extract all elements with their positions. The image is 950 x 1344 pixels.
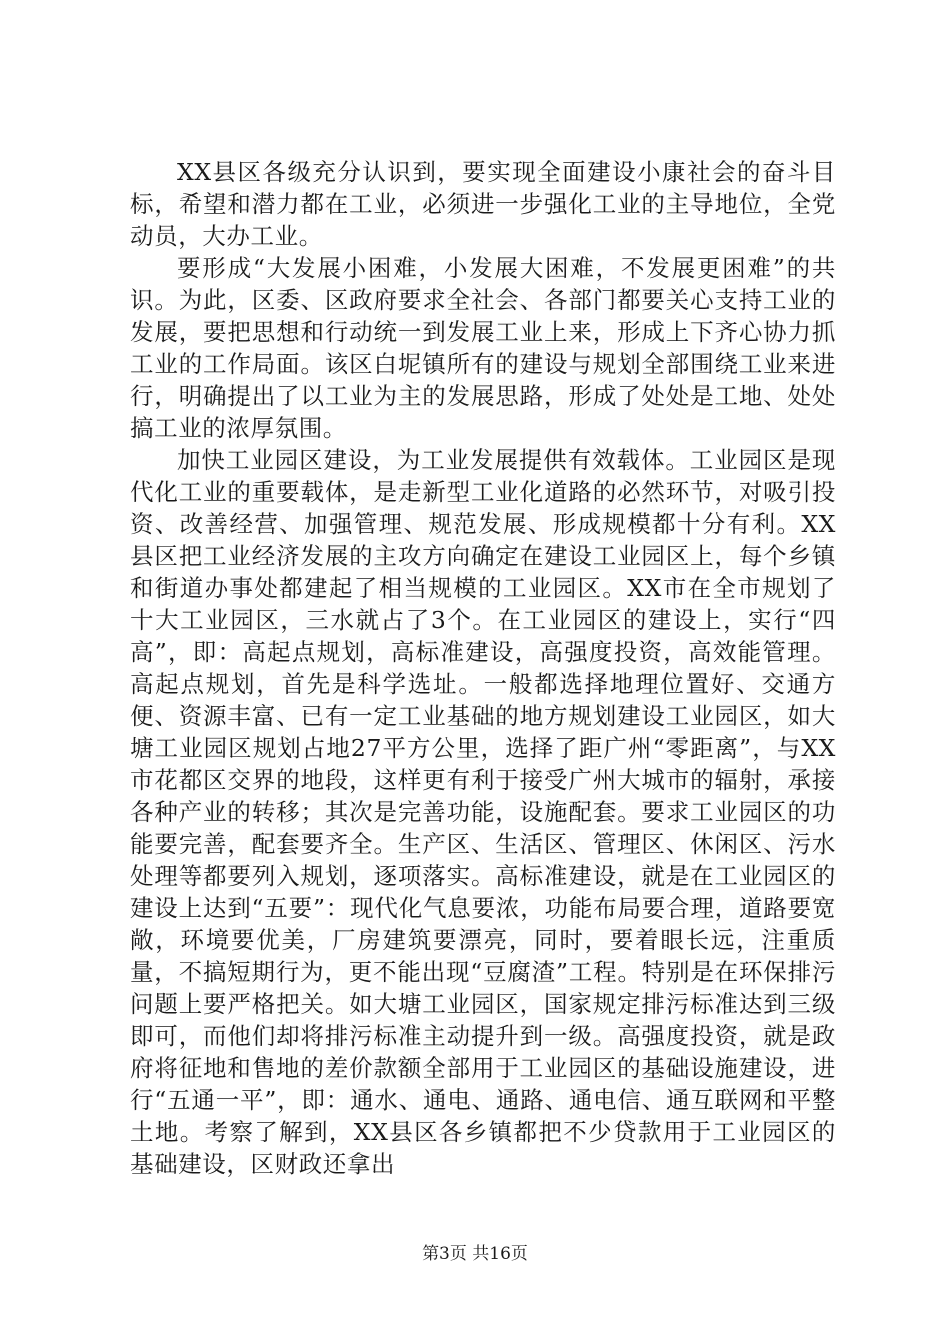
page-number-footer: 第3页 共16页	[422, 1244, 528, 1264]
paragraph-1: XX县区各级充分认识到，要实现全面建设小康社会的奋斗目标，希望和潜力都在工业，必须进一步强化工业的主导地位，全党动员，大办工业。	[130, 158, 836, 250]
document-body	[130, 156, 836, 1180]
paragraph-2: 要形成“大发展小困难，小发展大困难，不发展更困难”的共识。为此，区委、区政府要求全社会、各部门都要关心支持工业的发展，要把思想和行动统一到发展工业上来，形成上下齐心协力抓工业的工作局面。该区白坭镇所有的建设与规划全部围绕工业来进行，明确提出了以工业为主的发展思路，形成了处处是工地、处处搞工业的浓厚氛围。	[130, 254, 836, 442]
paragraph-3: 加快工业园区建设，为工业发展提供有效载体。工业园区是现代化工业的重要载体，是走新型工业化道路的必然环节，对吸引投资、改善经营、加强管理、规范发展、形成规模都十分有利。XX县区把工业经济发展的主攻方向确定在建设工业园区上，每个乡镇和街道办事处都建起了相当规模的工业园区。XX市在全市规划了十大工业园区，三水就占了3个。在工业园区的建设上，实行“四高”，即：高起点规划，高标准建设，高强度投资，高效能管理。高起点规划，首先是科学选址。一般都选择地理位置好、交通方便、资源丰富、已有一定工业基础的地方规划建设工业园区，如大塘工业园区规划占地27平方公里，选择了距广州“零距离”，与XX市花都区交界的地段，这样更有利于接受广州大城市的辐射，承接各种产业的转移；其次是完善功能，设施配套。要求工业园区的功能要完善，配套要齐全。生产区、生活区、管理区、休闲区、污水处理等都要列入规划，逐项落实。高标准建设，就是在工业园区的建设上达到“五要”：现代化气息要浓，功能布局要合理，道路要宽敞，环境要优美，厂房建筑要漂亮，同时，要着眼长远，注重质量，不搞短期行为，更不能出现“豆腐渣”工程。特别是在环保排污问题上要严格把关。如大塘工业园区，国家规定排污标准达到三级即可，而他们却将排污标准主动提升到一级。高强度投资，就是政府将征地和售地的差价款额全部用于工业园区的基础设施建设，进行“五通一平”，即：通水、通电、通路、通电信、通互联网和平整土地。考察了解到，XX县区各乡镇都把不少贷款用于工业园区的基础建设，区财政还拿出	[130, 446, 836, 1178]
